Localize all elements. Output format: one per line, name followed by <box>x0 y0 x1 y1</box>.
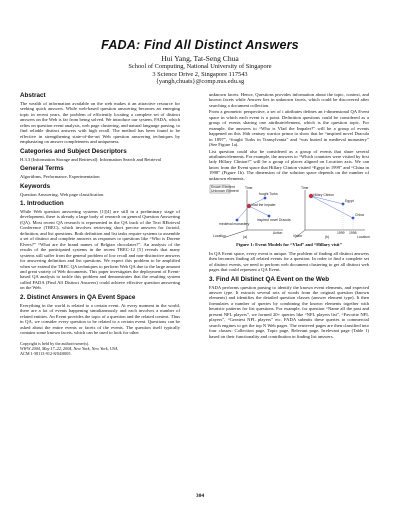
introduction-heading: 1. Introduction <box>20 199 64 207</box>
abstract-heading: Abstract <box>20 92 46 99</box>
event-label: 1998 <box>349 231 357 236</box>
event-label: Hillary Clinton <box>313 193 334 198</box>
author-affiliation: School of Computing, National University of Singapore <box>128 63 272 70</box>
axis-label: Time <box>301 186 309 191</box>
author-block <box>0 54 400 86</box>
introduction-text: While Web question answering systems [1][4] are still in a preliminary stage of development, there is already a large body of research on general Question Answering (QA). Most recent QA research is represented in the QA track of the Text REtrieval Conference (TREC), which involves retrieving short precise answers for factoid, definition, and list questions. Both definition and list tasks require systems to assemble a set of distinct and complete answers as responses to questions like “Who is Dorene Elvers?” “What are the brand names of Belgian chocolates?”. An analysis of the results of the participated systems in the recent TREC-12 [5] reveals that many systems still suffer from the general problem of low recall and non-distinctive answers for answering definition and list questions. We expect this problem to be amplified when we extend the TREC QA techniques to perform Web QA due to the large amount and great variety of Web documents. This paper investigates the deployment of Event-based QA analysis to tackle this problem and demonstrates that the resulting system called FADA (Find All Distinct Answers) could achieve effective question answering on the Web. <box>20 208 180 291</box>
page-number: 304 <box>195 493 205 499</box>
col2-paragraph-3: List question could also be considered as a group of events that share several attributes/elements. For example, the answers to “Which countries were visited by first lady Hillary Clinton?” will be a group of places aligned on Location axis. We can know from the Event space that Hillary Clinton visited “Egypt in 1999” and “China in 1998” (Figure 1b). The dimension of the solution space depends on the number of unknown elements. <box>209 148 369 181</box>
event-label: Egypt <box>345 199 354 204</box>
copyright-line: Copyright is held by the author/owner(s). <box>20 340 90 346</box>
section2-heading: 2. Distinct Answers in QA Event Space <box>20 293 136 301</box>
event-label: 1999 <box>337 231 345 236</box>
general-terms-heading: General Terms <box>20 165 64 173</box>
event-label: medieval monastery <box>219 222 250 227</box>
section3-text: FADA performs question parsing to identify the known event elements, and expected answer type. It extracts several sets of words from the original question (known elements) and identifies the detailed question classes (answer element type). It then formulates a number of queries by combining the known elements together with heuristic patterns for list questions. For example, for question “Name all the past and present NFL players”, we formed 20+ queries like “NFL players list”, “Favorite NFL players”, “Greatest NFL players” etc. FADA submits these queries to commercial search engines to get the top N Web pages. The retrieved pages are then classified into four classes: Collection page, Topic page, Relevant page, Irrelevant page (Table 1) based on their functionality and contribution in finding list answers. <box>209 284 369 339</box>
author-address: 3 Science Drive 2, Singapore 117543 <box>152 70 248 78</box>
panel-b-label: (b) <box>325 235 330 240</box>
keywords-heading: Keywords <box>20 182 51 190</box>
general-terms-text: Algorithms, Performance, Experimentation <box>20 174 100 180</box>
legend-known: Known Element <box>211 185 235 190</box>
axis-label: Time <box>245 186 253 191</box>
author-names: Hui Yang, Tat-Seng Chua <box>161 54 239 63</box>
section3-heading: 3. Find All Distinct QA Event on the Web <box>209 275 330 283</box>
author-email: {yangh,chuats}@comp.nus.edu.sg <box>155 78 245 86</box>
copyright-notice <box>20 341 180 356</box>
legend-unknown: Unknown Element <box>211 189 239 194</box>
event-label: China <box>355 213 364 218</box>
left-column <box>20 92 180 356</box>
axis-label: Visitor <box>293 234 303 239</box>
col2-paragraph-4: In QA Event space, every event is unique. The problem of finding all distinct answers then becomes finding all related events for a question. In order to find a complete set of distinct events, we need to perform web document clustering to get all distinct web pages that could represent a QA Event. <box>209 250 369 273</box>
section2-text: Everything in the world is related to a certain event. At every moment in the world, there are a lot of events happening simultaneously and each involves a number of related entities. An Event provides the topic of a question and the related context. Thus in QA, we consider every question to be related to a certain event. Questions can be asked about the entire events or facets of the events. The question itself typically contains some known facets, which can be used to look for other <box>20 302 180 336</box>
event-label: Vlad the Impaler <box>251 203 276 208</box>
keywords-text: Question Answering, Web page classification <box>20 191 104 197</box>
event-label: inspired novel Dracula <box>257 218 291 223</box>
acm-line: ACM 1-58113-912-8/04/0005. <box>20 350 72 356</box>
axis-label: Action <box>273 231 283 236</box>
abstract-text: The wealth of information available on the web makes it an attractive resource for seeking quick answers. While web-based question answering becomes an emerging topic in recent years, the problem of efficiently locating a complete set of distinct answers on the Web is far from being solved. We introduce our system, FADA, which relies on question event analysis, web page clustering, and natural language parsing, to find reliable distinct answers with high recall. The method has been found to be effective in strengthening state-of-the-art Web question answering techniques by emphasizing on answer completeness and uniqueness. <box>20 101 180 145</box>
conference-line: WWW 2004, May 17–22, 2004, New York, New York, USA. <box>20 345 119 351</box>
axis-label: Location <box>357 235 370 240</box>
right-column <box>209 92 369 340</box>
figure-caption: Figure 1: Event Models for “Vlad” and “Hillary visit” <box>236 242 342 248</box>
col2-paragraph-2: From a geometric perspective, a set of i attributes defines an i-dimensional QA Event space in which each event is a point. Definition questions could be considered as a group of events sharing one attribute/element, which is the question topic. For example, the answers to “Who is Vlad the Impaler?” will be a group of events happened on this 16th century warrior prince to show that he “inspired novel Dracula in 1897”, “fought Turks in Transylvania” and “was buried in medieval monastery” (See Figure 1a). <box>209 109 369 148</box>
paper-title: FADA: Find All Distinct Answers <box>101 38 299 52</box>
categories-text: H.3.3 [Information Storage and Retrieval]: Information Search and Retrieval <box>20 156 162 162</box>
axis-label: Location <box>213 234 226 239</box>
panel-a-label: (a) <box>243 235 248 240</box>
event-label: fought Turks <box>259 192 278 197</box>
event-model-figure <box>209 184 369 240</box>
categories-heading: Categories and Subject Descriptors <box>20 147 127 155</box>
col2-paragraph-1: unknown facets. Hence, Questions provides information about the topic, context, and known facets while Answer lies in unknown facets, which could be discovered after searching a document collection. <box>209 92 369 108</box>
